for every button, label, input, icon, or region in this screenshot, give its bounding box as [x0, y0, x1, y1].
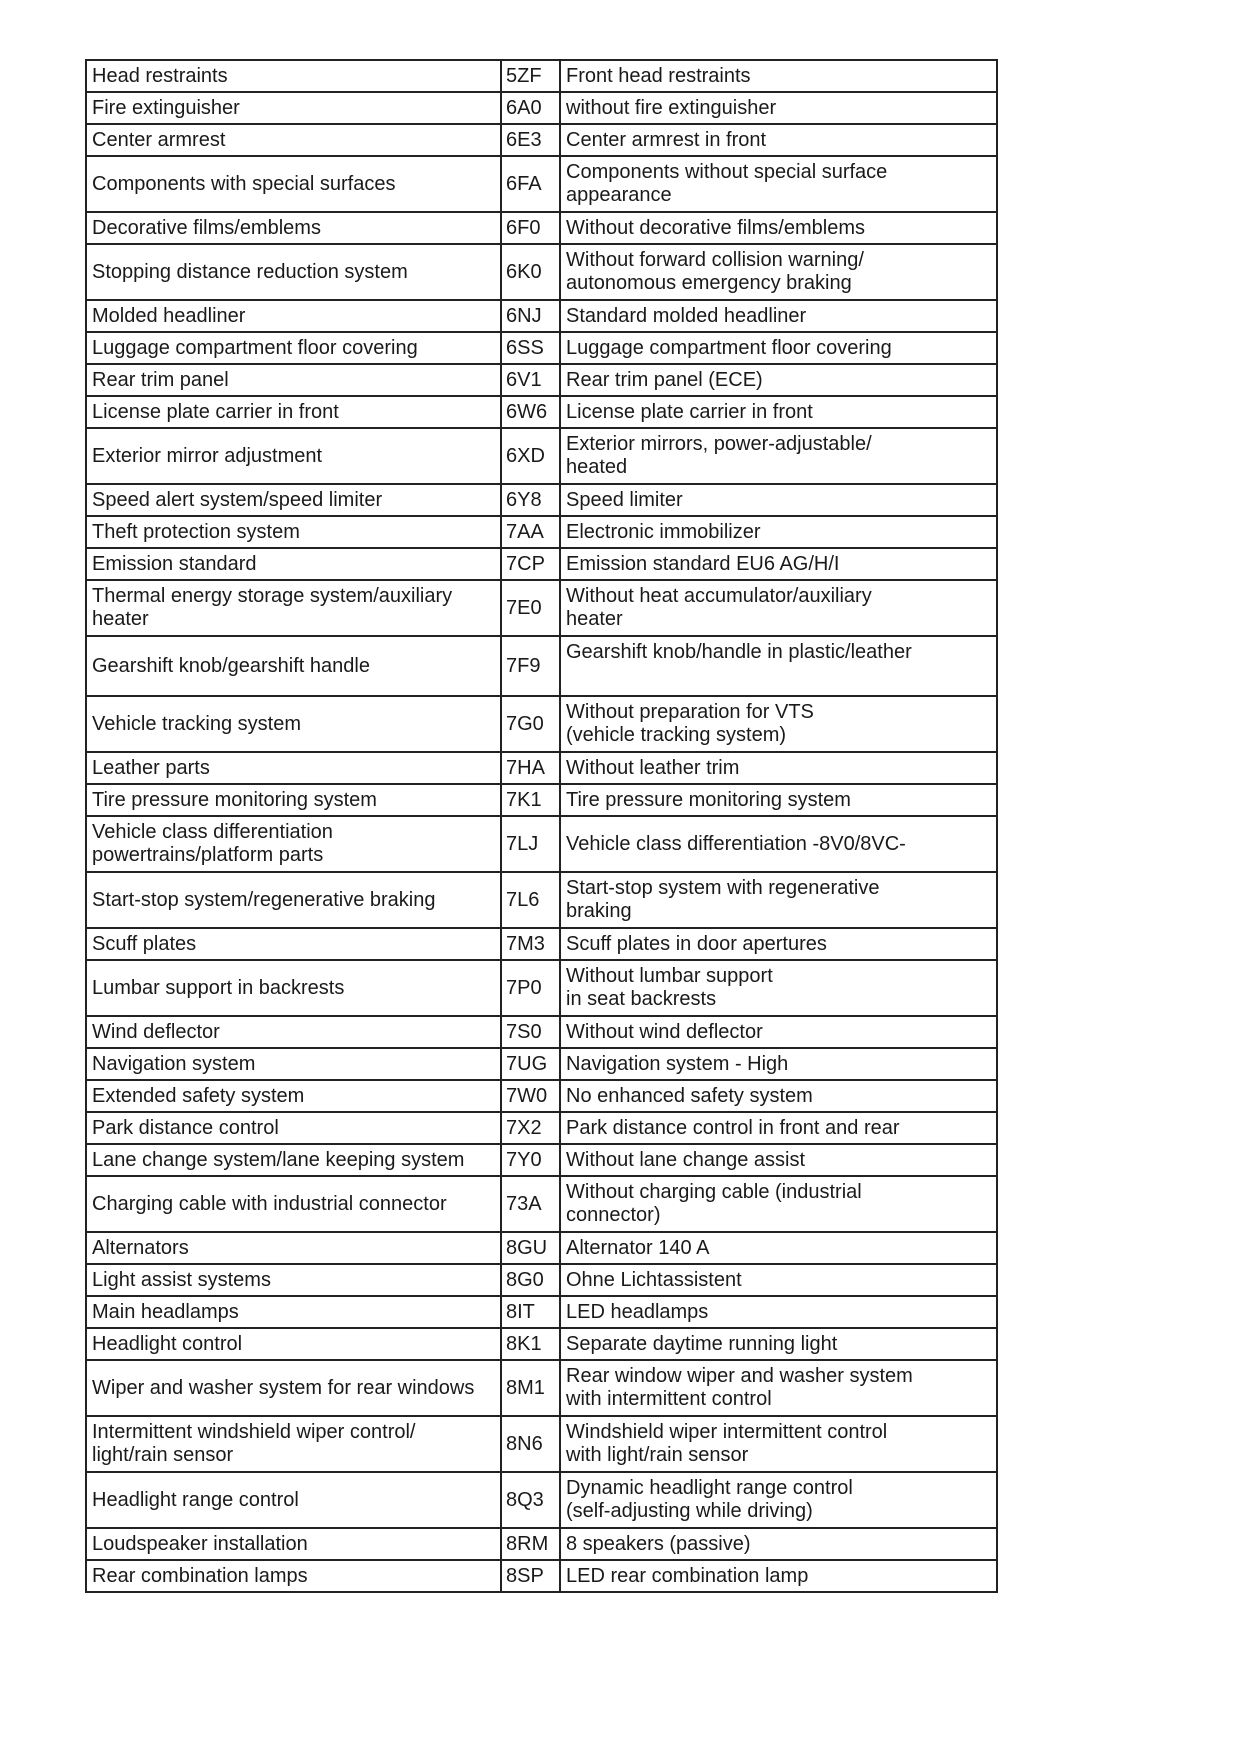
table-row	[86, 1416, 997, 1472]
table-row	[86, 1264, 997, 1296]
description-cell: Alternator 140 A	[560, 1232, 997, 1264]
table-row	[86, 636, 997, 696]
code-cell: 8N6	[501, 1416, 560, 1472]
code-cell: 6W6	[501, 396, 560, 428]
code-cell: 7W0	[501, 1080, 560, 1112]
code-cell: 7M3	[501, 928, 560, 960]
description-cell: Without wind deflector	[560, 1016, 997, 1048]
code-cell: 7G0	[501, 696, 560, 752]
table-row	[86, 1296, 997, 1328]
description-cell: without fire extinguisher	[560, 92, 997, 124]
table-row	[86, 244, 997, 300]
table-row	[86, 1360, 997, 1416]
table-row	[86, 300, 997, 332]
code-cell: 6V1	[501, 364, 560, 396]
description-cell: Ohne Lichtassistent	[560, 1264, 997, 1296]
code-cell: 6NJ	[501, 300, 560, 332]
description-cell: Rear window wiper and washer system with intermittent control	[560, 1360, 997, 1416]
table-row	[86, 484, 997, 516]
category-cell: Luggage compartment floor covering	[86, 332, 501, 364]
table-row	[86, 1560, 997, 1592]
description-cell: Without preparation for VTS (vehicle tracking system)	[560, 696, 997, 752]
description-cell: Separate daytime running light	[560, 1328, 997, 1360]
category-cell: Wiper and washer system for rear windows	[86, 1360, 501, 1416]
code-cell: 73A	[501, 1176, 560, 1232]
table-row	[86, 1080, 997, 1112]
code-cell: 8GU	[501, 1232, 560, 1264]
description-cell: Emission standard EU6 AG/H/I	[560, 548, 997, 580]
code-cell: 7UG	[501, 1048, 560, 1080]
table-row	[86, 1528, 997, 1560]
code-cell: 6XD	[501, 428, 560, 484]
description-cell: Center armrest in front	[560, 124, 997, 156]
description-cell: Windshield wiper intermittent control with light/rain sensor	[560, 1416, 997, 1472]
code-cell: 8SP	[501, 1560, 560, 1592]
description-cell: Exterior mirrors, power-adjustable/ heated	[560, 428, 997, 484]
table-row	[86, 960, 997, 1016]
code-cell: 7X2	[501, 1112, 560, 1144]
code-cell: 6A0	[501, 92, 560, 124]
table-row	[86, 332, 997, 364]
description-cell: Luggage compartment floor covering	[560, 332, 997, 364]
category-cell: Loudspeaker installation	[86, 1528, 501, 1560]
category-cell: Navigation system	[86, 1048, 501, 1080]
table-row	[86, 124, 997, 156]
category-cell: Leather parts	[86, 752, 501, 784]
description-cell: Start-stop system with regenerative braking	[560, 872, 997, 928]
code-cell: 7Y0	[501, 1144, 560, 1176]
category-cell: Main headlamps	[86, 1296, 501, 1328]
category-cell: Exterior mirror adjustment	[86, 428, 501, 484]
category-cell: Speed alert system/speed limiter	[86, 484, 501, 516]
description-cell: Scuff plates in door apertures	[560, 928, 997, 960]
table-row	[86, 872, 997, 928]
description-cell: Without leather trim	[560, 752, 997, 784]
table-row	[86, 364, 997, 396]
description-cell: Park distance control in front and rear	[560, 1112, 997, 1144]
category-cell: Components with special surfaces	[86, 156, 501, 212]
description-cell: Front head restraints	[560, 60, 997, 92]
category-cell: Emission standard	[86, 548, 501, 580]
category-cell: Scuff plates	[86, 928, 501, 960]
table-row	[86, 92, 997, 124]
code-cell: 7E0	[501, 580, 560, 636]
description-cell: Vehicle class differentiation -8V0/8VC-	[560, 816, 997, 872]
description-cell: Without decorative films/emblems	[560, 212, 997, 244]
table-row	[86, 816, 997, 872]
category-cell: Thermal energy storage system/auxiliary heater	[86, 580, 501, 636]
description-cell: Without forward collision warning/ autonomous emergency braking	[560, 244, 997, 300]
description-cell: Without heat accumulator/auxiliary heater	[560, 580, 997, 636]
code-cell: 6F0	[501, 212, 560, 244]
code-cell: 8G0	[501, 1264, 560, 1296]
category-cell: Light assist systems	[86, 1264, 501, 1296]
code-cell: 7CP	[501, 548, 560, 580]
category-cell: Intermittent windshield wiper control/ light/rain sensor	[86, 1416, 501, 1472]
code-cell: 6FA	[501, 156, 560, 212]
code-cell: 6E3	[501, 124, 560, 156]
code-cell: 7S0	[501, 1016, 560, 1048]
category-cell: Molded headliner	[86, 300, 501, 332]
equipment-code-table	[85, 59, 998, 1593]
code-cell: 6K0	[501, 244, 560, 300]
table-row	[86, 1016, 997, 1048]
table-row	[86, 1328, 997, 1360]
description-cell: Navigation system - High	[560, 1048, 997, 1080]
code-cell: 7F9	[501, 636, 560, 696]
category-cell: Decorative films/emblems	[86, 212, 501, 244]
table-row	[86, 1144, 997, 1176]
table-row	[86, 1176, 997, 1232]
description-cell: No enhanced safety system	[560, 1080, 997, 1112]
category-cell: Headlight control	[86, 1328, 501, 1360]
description-cell: LED rear combination lamp	[560, 1560, 997, 1592]
code-cell: 7P0	[501, 960, 560, 1016]
description-cell: Electronic immobilizer	[560, 516, 997, 548]
code-cell: 7LJ	[501, 816, 560, 872]
description-cell: Without charging cable (industrial connector)	[560, 1176, 997, 1232]
description-cell: Components without special surface appearance	[560, 156, 997, 212]
category-cell: Vehicle tracking system	[86, 696, 501, 752]
category-cell: Fire extinguisher	[86, 92, 501, 124]
code-cell: 8IT	[501, 1296, 560, 1328]
category-cell: Head restraints	[86, 60, 501, 92]
category-cell: Tire pressure monitoring system	[86, 784, 501, 816]
code-cell: 6SS	[501, 332, 560, 364]
description-cell: Speed limiter	[560, 484, 997, 516]
table-row	[86, 1472, 997, 1528]
table-row	[86, 580, 997, 636]
description-cell: Gearshift knob/handle in plastic/leather	[560, 636, 997, 696]
table-row	[86, 784, 997, 816]
category-cell: Gearshift knob/gearshift handle	[86, 636, 501, 696]
code-cell: 5ZF	[501, 60, 560, 92]
category-cell: Park distance control	[86, 1112, 501, 1144]
table-row	[86, 60, 997, 92]
table-row	[86, 1048, 997, 1080]
table-row	[86, 928, 997, 960]
description-cell: Rear trim panel (ECE)	[560, 364, 997, 396]
table-row	[86, 752, 997, 784]
category-cell: License plate carrier in front	[86, 396, 501, 428]
category-cell: Vehicle class differentiation powertrains/platform parts	[86, 816, 501, 872]
table-row	[86, 212, 997, 244]
table-row	[86, 516, 997, 548]
category-cell: Rear combination lamps	[86, 1560, 501, 1592]
code-cell: 8M1	[501, 1360, 560, 1416]
description-cell: Tire pressure monitoring system	[560, 784, 997, 816]
description-cell: License plate carrier in front	[560, 396, 997, 428]
code-cell: 8RM	[501, 1528, 560, 1560]
code-cell: 8Q3	[501, 1472, 560, 1528]
code-cell: 8K1	[501, 1328, 560, 1360]
category-cell: Lane change system/lane keeping system	[86, 1144, 501, 1176]
description-cell: Without lane change assist	[560, 1144, 997, 1176]
category-cell: Wind deflector	[86, 1016, 501, 1048]
table-row	[86, 156, 997, 212]
description-cell: LED headlamps	[560, 1296, 997, 1328]
code-cell: 7L6	[501, 872, 560, 928]
table-row	[86, 696, 997, 752]
table-row	[86, 1112, 997, 1144]
table-row	[86, 1232, 997, 1264]
code-cell: 7AA	[501, 516, 560, 548]
code-cell: 7K1	[501, 784, 560, 816]
code-cell: 6Y8	[501, 484, 560, 516]
category-cell: Theft protection system	[86, 516, 501, 548]
category-cell: Lumbar support in backrests	[86, 960, 501, 1016]
category-cell: Extended safety system	[86, 1080, 501, 1112]
code-cell: 7HA	[501, 752, 560, 784]
table-row	[86, 548, 997, 580]
table-body	[86, 60, 997, 1592]
category-cell: Alternators	[86, 1232, 501, 1264]
category-cell: Start-stop system/regenerative braking	[86, 872, 501, 928]
category-cell: Rear trim panel	[86, 364, 501, 396]
category-cell: Headlight range control	[86, 1472, 501, 1528]
category-cell: Center armrest	[86, 124, 501, 156]
category-cell: Charging cable with industrial connector	[86, 1176, 501, 1232]
category-cell: Stopping distance reduction system	[86, 244, 501, 300]
description-cell: 8 speakers (passive)	[560, 1528, 997, 1560]
table-row	[86, 428, 997, 484]
description-cell: Dynamic headlight range control (self-adjusting while driving)	[560, 1472, 997, 1528]
description-cell: Standard molded headliner	[560, 300, 997, 332]
description-cell: Without lumbar support in seat backrests	[560, 960, 997, 1016]
table-row	[86, 396, 997, 428]
